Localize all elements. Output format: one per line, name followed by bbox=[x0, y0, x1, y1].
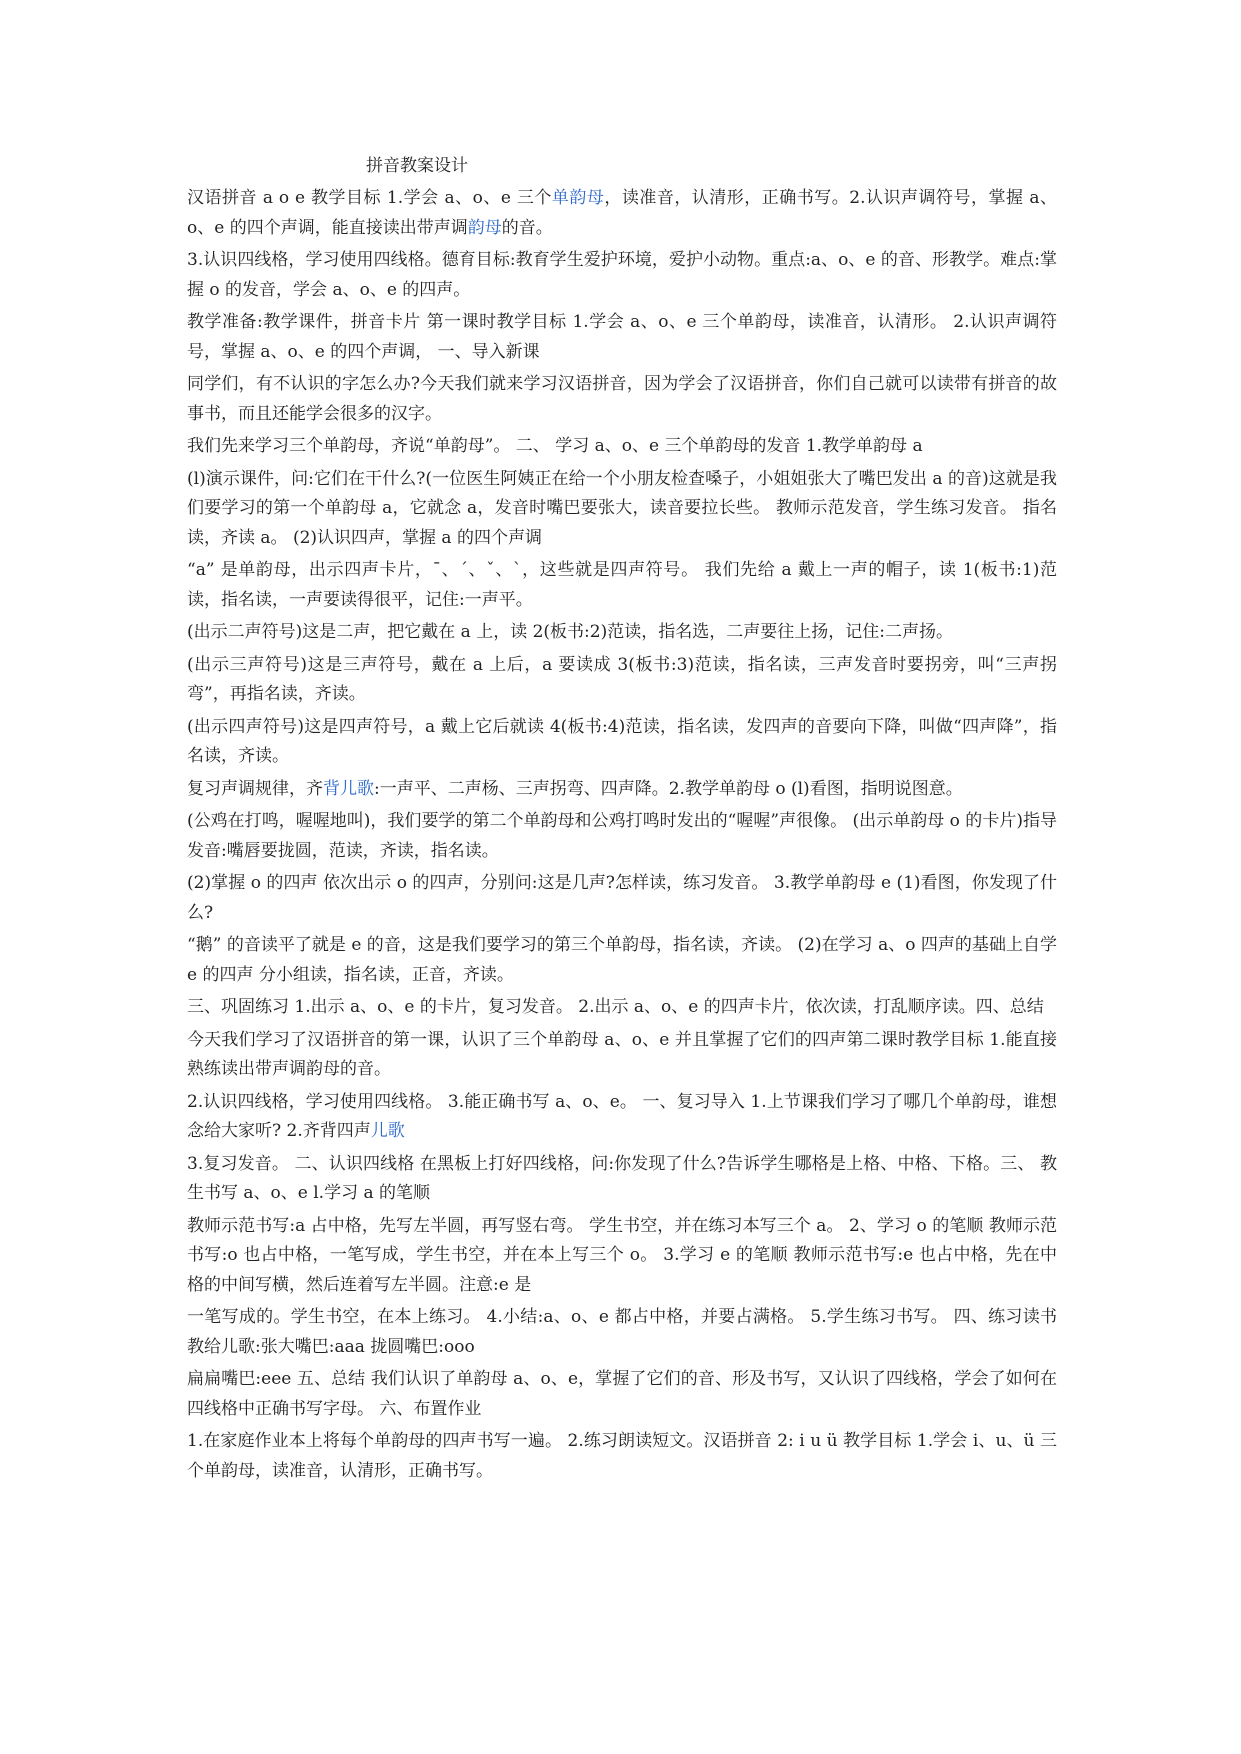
text-span: (出示三声符号)这是三声符号，戴在 a 上后，a 要读成 3(板书:3)范读，指名读，三声发音时要拐旁，叫“三声拐弯”，再指名读，齐读。 bbox=[187, 654, 1057, 704]
text-span: “a” 是单韵母，出示四声卡片，ˉ、ˊ、ˇ、ˋ，这些就是四声符号。 我们先给 a 戴上一声的帽子，读 1(板书:1)范读，指名读，一声要读得很平，记住:一声平。 bbox=[187, 560, 1057, 610]
text-span: 3.复习发音。 二、认识四线格 在黑板上打好四线格，问:你发现了什么?告诉学生哪格是上格、中格、下格。三、 教生书写 a、o、e l.学习 a 的笔顺 bbox=[187, 1153, 1057, 1203]
text-span: (公鸡在打鸣，喔喔地叫)，我们要学的第二个单韵母和公鸡打鸣时发出的“喔喔”声很像。 (出示单韵母 o 的卡片)指导发音:嘴唇要拢圆，范读，齐读，指名读。 bbox=[187, 811, 1057, 861]
paragraph bbox=[187, 184, 1057, 243]
paragraph bbox=[187, 618, 1057, 648]
paragraph bbox=[187, 1365, 1057, 1424]
paragraph bbox=[187, 775, 1057, 805]
paragraph bbox=[187, 370, 1057, 429]
paragraph bbox=[187, 1150, 1057, 1209]
text-span: 教学准备:教学课件，拼音卡片 第一课时教学目标 1.学会 a、o、e 三个单韵母，读准音，认清形。 2.认识声调符号，掌握 a、o、e 的四个声调， 一、导入新课 bbox=[187, 312, 1057, 362]
paragraph bbox=[187, 993, 1057, 1023]
text-span: 复习声调规律，齐 bbox=[187, 778, 323, 799]
paragraph bbox=[187, 432, 1057, 462]
text-span: (出示二声符号)这是二声，把它戴在 a 上，读 2(板书:2)范读，指名选，二声要往上扬，记住:二声扬。 bbox=[187, 622, 953, 642]
text-span: 三、巩固练习 1.出示 a、o、e 的卡片，复习发音。 2.出示 a、o、e 的四声卡片，依次读，打乱顺序读。四、总结 bbox=[187, 997, 1044, 1017]
hyperlink[interactable]: 背儿歌 bbox=[323, 778, 374, 799]
paragraph bbox=[187, 556, 1057, 615]
text-span: 一笔写成的。学生书空，在本上练习。 4.小结:a、o、e 都占中格，并要占满格。 5.学生练习书写。 四、练习读书 教给儿歌:张大嘴巴:aaa 拢圆嘴巴:ooo bbox=[187, 1307, 1057, 1357]
text-span: 3.认识四线格，学习使用四线格。德育目标:教育学生爱护环境，爱护小动物。重点:a、o、e 的音、形教学。难点:掌握 o 的发音，学会 a、o、e 的四声。 bbox=[187, 250, 1057, 300]
hyperlink[interactable]: 单韵母 bbox=[551, 188, 605, 208]
paragraph bbox=[187, 1427, 1057, 1486]
paragraph bbox=[187, 465, 1057, 554]
paragraph bbox=[187, 931, 1057, 990]
paragraph bbox=[187, 1303, 1057, 1362]
paragraph bbox=[187, 246, 1057, 305]
paragraph bbox=[187, 308, 1057, 367]
text-span: 汉语拼音 a o e 教学目标 1.学会 a、o、e 三个 bbox=[187, 188, 552, 208]
paragraph bbox=[187, 807, 1057, 866]
text-span: (2)掌握 o 的四声 依次出示 o 的四声，分别问:这是几声?怎样读，练习发音。 3.教学单韵母 e (1)看图，你发现了什么? bbox=[187, 873, 1057, 923]
text-span: ，读准音，认清形，正确书写。2.认识声调符号，掌握 a、o、e 的四个声调，能直接读出带声调 bbox=[187, 188, 1057, 238]
text-span: (出示四声符号)这是四声符号，a 戴上它后就读 4(板书:4)范读，指名读，发四声的音要向下降，叫做“四声降”，指名读，齐读。 bbox=[187, 716, 1057, 766]
paragraph bbox=[187, 1026, 1057, 1085]
paragraph bbox=[187, 869, 1057, 928]
document-title: 拼音教案设计 bbox=[366, 156, 468, 176]
text-span: 2.认识四线格，学习使用四线格。 3.能正确书写 a、o、e。 一、复习导入 1.上节课我们学习了哪几个单韵母，谁想念给大家听? 2.齐背四声 bbox=[187, 1091, 1057, 1141]
text-span: 的音。 bbox=[501, 217, 553, 238]
text-span: 扁扁嘴巴:eee 五、总结 我们认识了单韵母 a、o、e，掌握了它们的音、形及书写，又认识了四线格，学会了如何在四线格中正确书写字母。 六、布置作业 bbox=[187, 1369, 1057, 1419]
hyperlink[interactable]: 韵母 bbox=[467, 217, 502, 238]
paragraph bbox=[187, 1212, 1057, 1301]
hyperlink[interactable]: 儿歌 bbox=[370, 1121, 405, 1141]
text-span: 1.在家庭作业本上将每个单韵母的四声书写一遍。 2.练习朗读短文。汉语拼音 2: i u ü 教学目标 1.学会 i、u、ü 三个单韵母，读准音，认清形，正确书写。 bbox=[187, 1431, 1057, 1481]
text-span: 教师示范书写:a 占中格，先写左半圆，再写竖右弯。 学生书空，并在练习本写三个 a。 2、学习 o 的笔顺 教师示范书写:o 也占中格，一笔写成，学生书空，并在本上写三个 o。 3.学习 e 的笔顺 教师示范书写:e 也占中格，先在中格的中间写横，然后连着写左半圆。注意:e 是 bbox=[187, 1215, 1057, 1295]
text-span: (l)演示课件，问:它们在干什么?(一位医生阿姨正在给一个小朋友检查嗓子，小姐姐张大了嘴巴发出 a 的音)这就是我们要学习的第一个单韵母 a，它就念 a，发音时嘴巴要张大，读音要拉长些。 教师示范发音，学生练习发音。 指名读，齐读 a。 (2)认识四声，掌握 a 的四个声调 bbox=[187, 468, 1057, 548]
paragraph bbox=[187, 1088, 1057, 1147]
paragraph bbox=[187, 713, 1057, 772]
document-body bbox=[187, 184, 1057, 1489]
text-span: 我们先来学习三个单韵母，齐说“单韵母”。 二、 学习 a、o、e 三个单韵母的发音 1.教学单韵母 a bbox=[187, 436, 923, 456]
text-span: “鹅” 的音读平了就是 e 的音，这是我们要学习的第三个单韵母，指名读，齐读。 (2)在学习 a、o 四声的基础上自学 e 的四声 分小组读，指名读，正音，齐读。 bbox=[187, 935, 1057, 985]
text-span: :一声平、二声杨、三声拐弯、四声降。2.教学单韵母 o (l)看图，指明说图意。 bbox=[374, 778, 963, 799]
paragraph bbox=[187, 651, 1057, 710]
text-span: 同学们，有不认识的字怎么办?今天我们就来学习汉语拼音，因为学会了汉语拼音，你们自己就可以读带有拼音的故事书，而且还能学会很多的汉字。 bbox=[187, 374, 1057, 424]
text-span: 今天我们学习了汉语拼音的第一课，认识了三个单韵母 a、o、e 并且掌握了它们的四声第二课时教学目标 1.能直接熟练读出带声调韵母的音。 bbox=[187, 1029, 1057, 1079]
